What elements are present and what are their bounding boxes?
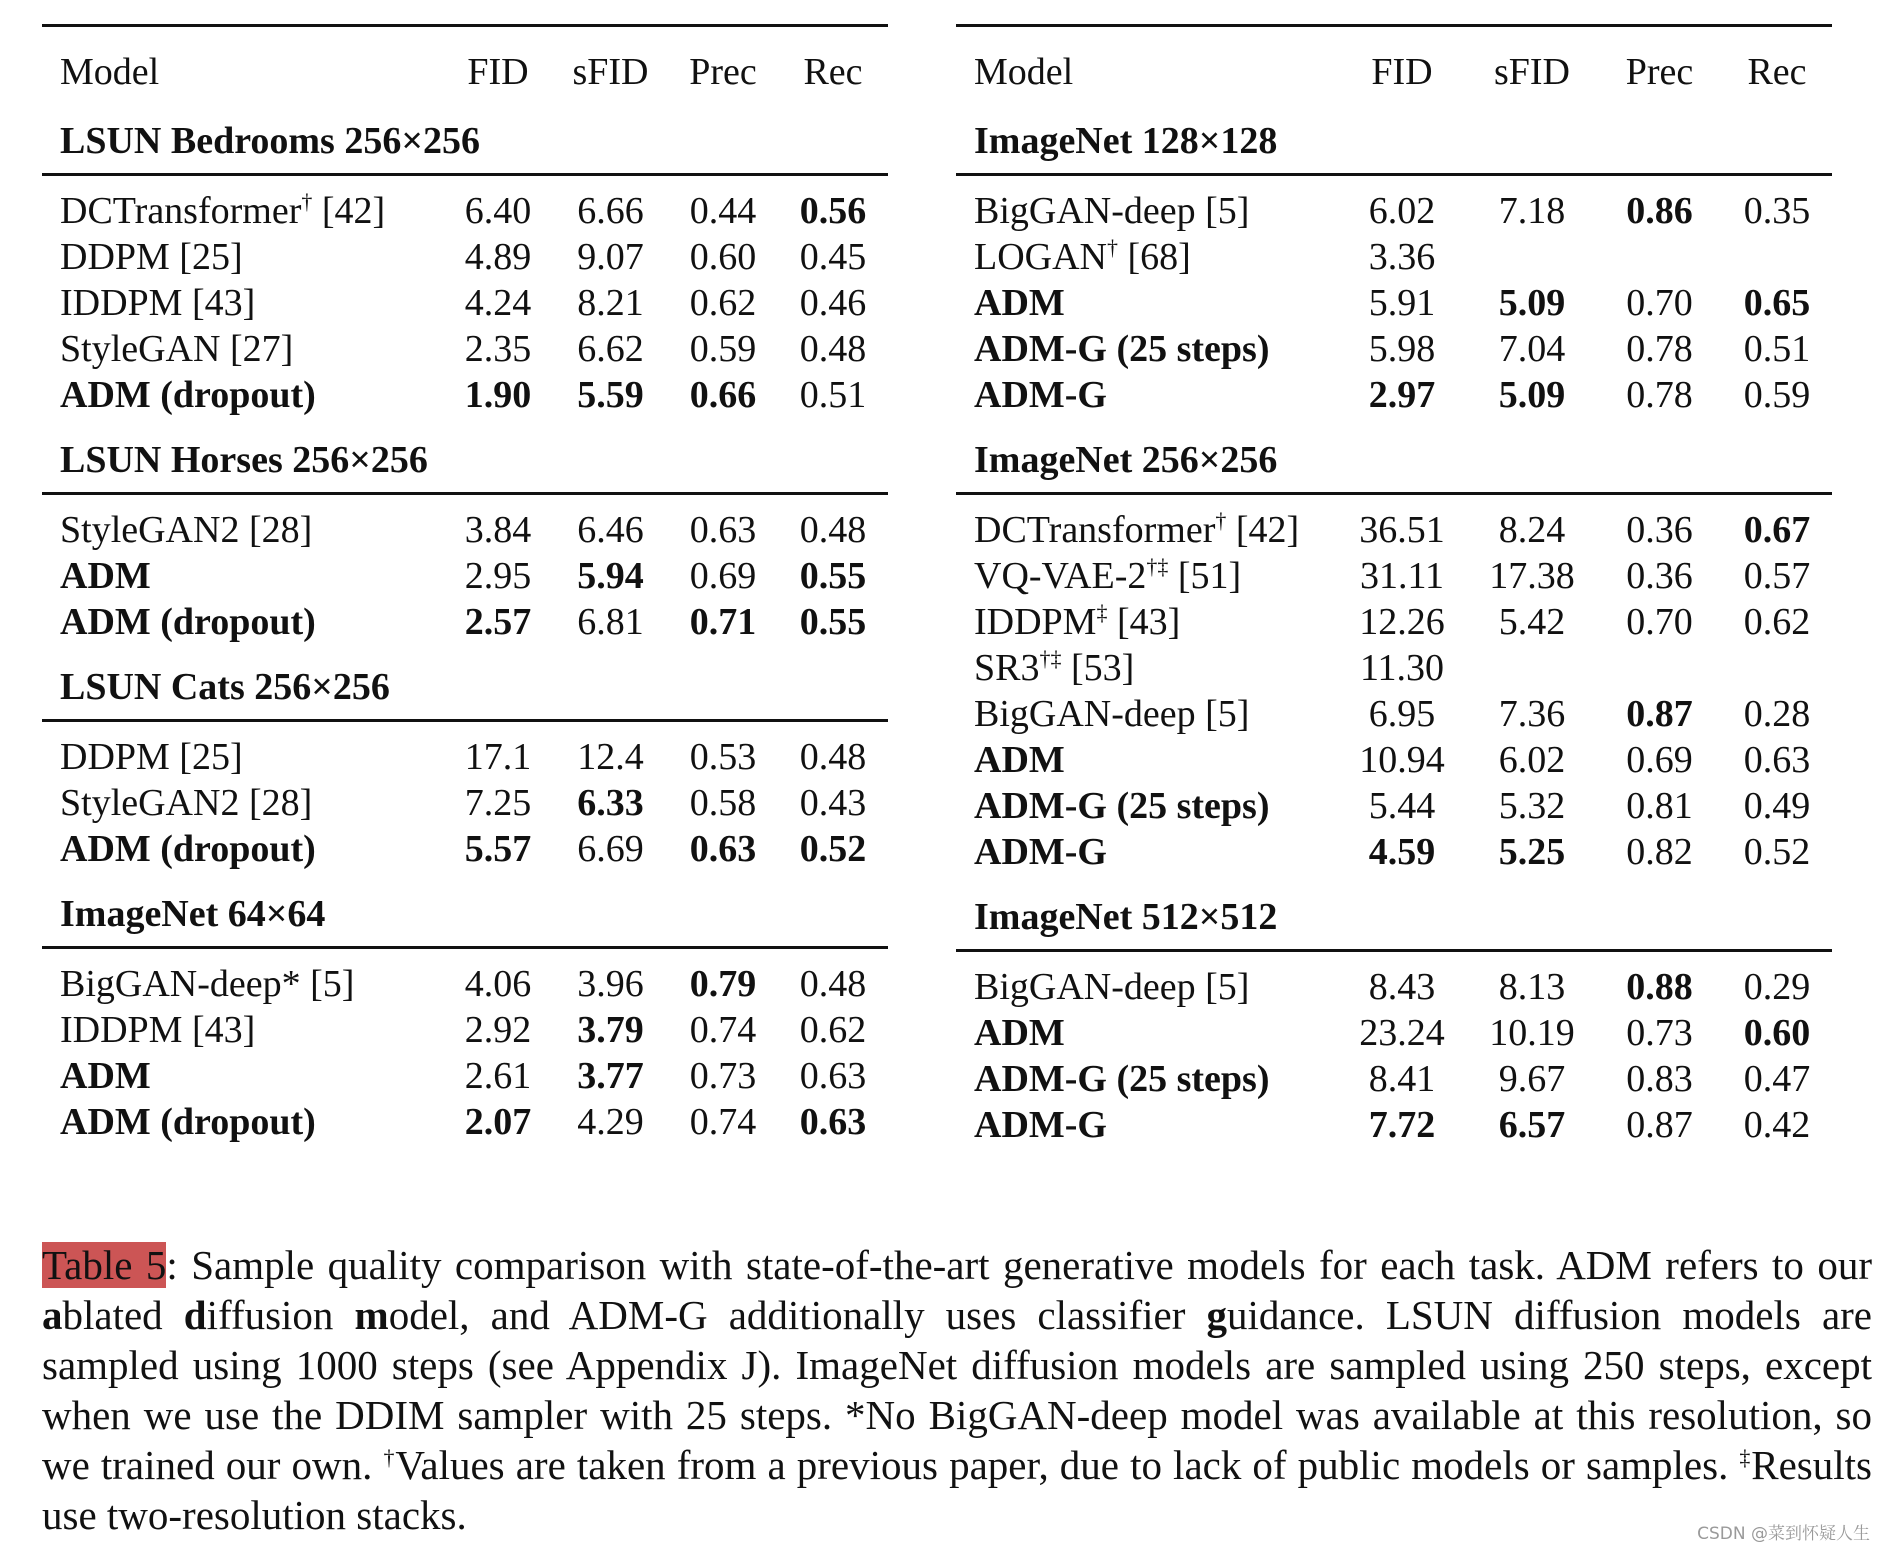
model-name: StyleGAN [27] (60, 328, 294, 370)
sfid-value: 9.67 (1498, 1058, 1566, 1100)
model-name-cell (956, 1106, 1337, 1144)
recall-value: 0.60 (1743, 1012, 1811, 1054)
footnote-marker: † (1215, 508, 1227, 533)
precision-value: 0.79 (689, 963, 757, 1005)
model-name-cell (42, 284, 443, 322)
model-name-cell (42, 603, 443, 641)
fid-value: 4.59 (1368, 831, 1436, 873)
model-name: ADM (974, 739, 1065, 781)
table-row (42, 780, 888, 826)
precision-value: 0.53 (689, 736, 757, 778)
fid-value: 6.40 (464, 190, 532, 232)
precision-value: 0.73 (1626, 1012, 1693, 1054)
fid-value: 3.36 (1368, 236, 1436, 278)
fid-value: 10.94 (1359, 739, 1445, 781)
table-row (956, 645, 1832, 691)
table-row (956, 1102, 1832, 1148)
model-name-cell (42, 830, 443, 868)
model-name: ADM (dropout) (60, 374, 316, 416)
caption-text: : Sample quality comparison with state-of-the-art generative models for each task. ADM refers to our (166, 1242, 1873, 1288)
model-name-cell (956, 192, 1337, 230)
footnote-marker: †‡ (1039, 646, 1062, 671)
precision-value: 0.71 (689, 601, 757, 643)
sfid-value: 6.33 (577, 782, 644, 824)
fid-value: 2.95 (464, 555, 532, 597)
precision-value: 0.88 (1626, 966, 1693, 1008)
recall-value: 0.35 (1743, 190, 1811, 232)
table-row (956, 964, 1832, 1010)
fid-value: 2.35 (464, 328, 532, 370)
fid-value: 2.61 (464, 1055, 532, 1097)
column-header: Rec (803, 51, 863, 93)
table-row (956, 737, 1832, 783)
precision-value: 0.59 (689, 328, 757, 370)
precision-value: 0.81 (1626, 785, 1693, 827)
model-name: DDPM [25] (60, 236, 243, 278)
column-header: Prec (1625, 51, 1694, 93)
precision-value: 0.63 (689, 509, 757, 551)
precision-value: 0.82 (1626, 831, 1693, 873)
fid-value: 1.90 (464, 374, 532, 416)
model-name: ADM (60, 1055, 151, 1097)
model-name-cell (42, 330, 443, 368)
recall-value: 0.56 (799, 190, 867, 232)
model-name-cell (956, 787, 1337, 825)
fid-value: 4.24 (464, 282, 532, 324)
fid-value: 5.57 (464, 828, 532, 870)
precision-value: 0.69 (689, 555, 757, 597)
sfid-value: 4.29 (577, 1101, 644, 1143)
model-name: BigGAN-deep* [5] (60, 963, 355, 1005)
column-header: sFID (572, 51, 649, 93)
sfid-value: 5.09 (1498, 282, 1566, 324)
table-row (42, 372, 888, 418)
precision-value: 0.70 (1626, 282, 1693, 324)
model-name-cell (42, 1011, 443, 1049)
caption-text: Values are taken from a previous paper, due to lack of public models or samples. (395, 1442, 1740, 1488)
sfid-value: 6.46 (577, 509, 644, 551)
model-name-cell (956, 600, 1337, 643)
fid-value: 8.41 (1368, 1058, 1436, 1100)
recall-value: 0.47 (1743, 1058, 1811, 1100)
section-title: ImageNet 256×256 (974, 439, 1278, 481)
table-section (42, 659, 888, 872)
model-name-cell (956, 330, 1337, 368)
sfid-value: 8.24 (1498, 509, 1566, 551)
model-name-cell (956, 1060, 1337, 1098)
sfid-value: 5.09 (1498, 374, 1566, 416)
precision-value: 0.63 (689, 828, 757, 870)
table-row (956, 372, 1832, 418)
recall-value: 0.52 (1743, 831, 1811, 873)
model-name: ADM-G (25 steps) (974, 1058, 1270, 1100)
sfid-value: 3.79 (577, 1009, 644, 1051)
table-section (956, 432, 1832, 875)
precision-value: 0.87 (1626, 1104, 1693, 1146)
table-row (42, 961, 888, 1007)
footnote-marker: †‡ (1146, 554, 1169, 579)
table-section (42, 113, 888, 418)
table-caption (42, 1240, 1872, 1540)
caption-text: odel, and ADM-G additionally uses classifier (388, 1292, 1207, 1338)
citation: [43] (1107, 601, 1181, 643)
recall-value: 0.63 (799, 1055, 867, 1097)
model-name: ADM (60, 555, 151, 597)
model-name-cell (956, 284, 1337, 322)
precision-value: 0.58 (689, 782, 757, 824)
section-title: LSUN Cats 256×256 (60, 666, 390, 708)
fid-value: 36.51 (1359, 509, 1445, 551)
model-name-cell (42, 1057, 443, 1095)
recall-value: 0.59 (1743, 374, 1811, 416)
table-row (956, 829, 1832, 875)
table-row (956, 280, 1832, 326)
table-row (42, 1007, 888, 1053)
column-header: Rec (1747, 51, 1807, 93)
recall-value: 0.55 (799, 601, 867, 643)
precision-value: 0.62 (689, 282, 757, 324)
section-rule (956, 949, 1832, 952)
fid-value: 6.02 (1368, 190, 1436, 232)
section-title: ImageNet 64×64 (60, 893, 326, 935)
recall-value: 0.48 (799, 509, 867, 551)
left-table (42, 24, 888, 1145)
model-name-cell (956, 376, 1337, 414)
citation: [68] (1117, 236, 1191, 278)
recall-value: 0.62 (799, 1009, 867, 1051)
recall-value: 0.52 (799, 828, 867, 870)
sfid-value: 10.19 (1489, 1012, 1575, 1054)
section-title: LSUN Horses 256×256 (60, 439, 428, 481)
watermark: CSDN @菜到怀疑人生 (1697, 1524, 1870, 1544)
model-name: ADM-G (974, 1104, 1107, 1146)
recall-value: 0.55 (799, 555, 867, 597)
citation: [42] (312, 190, 386, 232)
footnote-marker: ‡ (1096, 600, 1108, 625)
footnote-marker: ‡ (1739, 1445, 1752, 1470)
citation: [53] (1061, 647, 1135, 689)
table-row (956, 1010, 1832, 1056)
section-title: ImageNet 128×128 (974, 120, 1278, 162)
fid-value: 11.30 (1359, 647, 1445, 689)
fid-value: 31.11 (1359, 555, 1445, 597)
recall-value: 0.51 (799, 374, 867, 416)
precision-value: 0.83 (1626, 1058, 1693, 1100)
table-section (956, 113, 1832, 418)
section-rule (42, 492, 888, 495)
model-name-cell (956, 833, 1337, 871)
recall-value: 0.49 (1743, 785, 1811, 827)
model-name: BigGAN-deep [5] (974, 966, 1250, 1008)
precision-value: 0.44 (689, 190, 757, 232)
table-label: Table 5 (42, 1242, 167, 1288)
model-name: IDDPM [43] (60, 1009, 256, 1051)
section-rule (42, 173, 888, 176)
caption-text: Results use two-resolution stacks. (42, 1442, 1873, 1538)
caption-text: a (42, 1292, 63, 1338)
column-header: FID (467, 51, 529, 93)
recall-value: 0.42 (1743, 1104, 1811, 1146)
fid-value: 4.06 (464, 963, 532, 1005)
precision-value: 0.73 (689, 1055, 757, 1097)
table-row (42, 734, 888, 780)
model-name-cell (42, 189, 443, 232)
table-row (42, 188, 888, 234)
sfid-value: 7.04 (1498, 328, 1566, 370)
footnote-marker: † (383, 1445, 396, 1470)
caption-text: uidance. LSUN diffusion models are sampled using 1000 steps (see Appendix J). ImageNet diffusion models are sampled using 250 steps, except when we use the DDIM sampler with 25 steps. *No BigGAN-deep model was available at this resolution, so we trained our own. (42, 1292, 1872, 1488)
table-row (956, 691, 1832, 737)
sfid-value: 6.66 (577, 190, 644, 232)
fid-value: 23.24 (1359, 1012, 1445, 1054)
model-name: BigGAN-deep [5] (974, 693, 1250, 735)
table-row (956, 326, 1832, 372)
table-header-row (42, 27, 888, 99)
table-row (42, 326, 888, 372)
recall-value: 0.57 (1743, 555, 1811, 597)
right-table (956, 24, 1832, 1148)
fid-value: 2.92 (464, 1009, 532, 1051)
recall-value: 0.65 (1743, 282, 1811, 324)
fid-value: 5.44 (1368, 785, 1436, 827)
table-section (42, 432, 888, 645)
model-name-cell (956, 968, 1337, 1006)
model-name-cell (956, 508, 1337, 551)
fid-value: 17.1 (464, 736, 532, 778)
model-name-cell (42, 238, 443, 276)
table-row (956, 188, 1832, 234)
caption-text: m (354, 1292, 389, 1338)
recall-value: 0.48 (799, 963, 867, 1005)
fid-value: 12.26 (1359, 601, 1445, 643)
model-name: SR3 (974, 647, 1040, 689)
model-name-cell (42, 557, 443, 595)
model-name: IDDPM [43] (60, 282, 256, 324)
citation: [51] (1168, 555, 1242, 597)
recall-value: 0.67 (1743, 509, 1811, 551)
model-name-cell (956, 695, 1337, 733)
model-name: ADM (dropout) (60, 1101, 316, 1143)
table-row (42, 280, 888, 326)
fid-value: 5.91 (1368, 282, 1436, 324)
model-name: ADM-G (25 steps) (974, 785, 1270, 827)
sfid-value: 5.42 (1498, 601, 1566, 643)
model-name: StyleGAN2 [28] (60, 509, 313, 551)
fid-value: 4.89 (464, 236, 532, 278)
sfid-value: 6.02 (1498, 739, 1566, 781)
section-rule (956, 173, 1832, 176)
recall-value: 0.63 (799, 1101, 867, 1143)
sfid-value: 6.69 (577, 828, 644, 870)
fid-value: 3.84 (464, 509, 532, 551)
model-name: IDDPM (974, 601, 1097, 643)
caption-text: blated (62, 1292, 184, 1338)
column-header: Model (60, 51, 160, 93)
recall-value: 0.48 (799, 328, 867, 370)
sfid-value: 5.25 (1498, 831, 1566, 873)
caption-text: iffusion (206, 1292, 355, 1338)
model-name: ADM (dropout) (60, 601, 316, 643)
sfid-value: 12.4 (577, 736, 644, 778)
sfid-value: 6.62 (577, 328, 644, 370)
sfid-value: 6.81 (577, 601, 644, 643)
model-name: DCTransformer (974, 509, 1216, 551)
table-row (42, 599, 888, 645)
column-header: Model (974, 51, 1074, 93)
model-name-cell (42, 511, 443, 549)
caption-text: d (183, 1292, 207, 1338)
model-name: ADM-G (974, 831, 1107, 873)
fid-value: 5.98 (1368, 328, 1436, 370)
model-name-cell (42, 376, 443, 414)
recall-value: 0.63 (1743, 739, 1811, 781)
precision-value: 0.66 (689, 374, 757, 416)
precision-value: 0.69 (1626, 739, 1693, 781)
precision-value: 0.36 (1626, 555, 1693, 597)
table-row (42, 234, 888, 280)
section-rule (956, 492, 1832, 495)
precision-value: 0.36 (1626, 509, 1693, 551)
recall-value: 0.51 (1743, 328, 1811, 370)
table-section (956, 889, 1832, 1148)
fid-value: 2.57 (464, 601, 532, 643)
sfid-value: 17.38 (1489, 555, 1575, 597)
model-name: ADM (dropout) (60, 828, 316, 870)
model-name-cell (42, 784, 443, 822)
model-name-cell (956, 235, 1337, 278)
model-name-cell (956, 646, 1337, 689)
model-name: StyleGAN2 [28] (60, 782, 313, 824)
recall-value: 0.62 (1743, 601, 1811, 643)
table-row (956, 553, 1832, 599)
precision-value: 0.87 (1626, 693, 1693, 735)
fid-value: 8.43 (1368, 966, 1436, 1008)
model-name: DCTransformer (60, 190, 302, 232)
fid-value: 2.07 (464, 1101, 532, 1143)
model-name-cell (956, 741, 1337, 779)
model-name-cell (42, 1103, 443, 1141)
section-title: LSUN Bedrooms 256×256 (60, 120, 480, 162)
footnote-marker: † (1106, 235, 1118, 260)
fid-value: 7.72 (1368, 1104, 1436, 1146)
precision-value: 0.86 (1626, 190, 1693, 232)
table-section (42, 886, 888, 1145)
sfid-value: 7.18 (1498, 190, 1566, 232)
caption-text: g (1206, 1292, 1227, 1338)
precision-value: 0.60 (689, 236, 757, 278)
model-name: DDPM [25] (60, 736, 243, 778)
recall-value: 0.43 (799, 782, 867, 824)
section-rule (42, 946, 888, 949)
recall-value: 0.29 (1743, 966, 1811, 1008)
precision-value: 0.74 (689, 1101, 757, 1143)
sfid-value: 7.36 (1498, 693, 1566, 735)
precision-value: 0.74 (689, 1009, 757, 1051)
table-row (956, 783, 1832, 829)
recall-value: 0.28 (1743, 693, 1811, 735)
model-name: ADM (974, 1012, 1065, 1054)
recall-value: 0.48 (799, 736, 867, 778)
sfid-value: 8.13 (1498, 966, 1566, 1008)
fid-value: 6.95 (1368, 693, 1436, 735)
sfid-value: 5.59 (577, 374, 644, 416)
model-name: VQ-VAE-2 (974, 555, 1147, 597)
recall-value: 0.45 (799, 236, 867, 278)
model-name: LOGAN (974, 236, 1107, 278)
column-header: Prec (689, 51, 757, 93)
model-name-cell (42, 965, 443, 1003)
model-name: BigGAN-deep [5] (974, 190, 1250, 232)
table-row (42, 1099, 888, 1145)
column-header: FID (1371, 51, 1433, 93)
table-row (956, 599, 1832, 645)
table-row (42, 1053, 888, 1099)
table-row (956, 1056, 1832, 1102)
precision-value: 0.78 (1626, 374, 1693, 416)
table-row (956, 507, 1832, 553)
column-header: sFID (1493, 51, 1571, 93)
sfid-value: 8.21 (577, 282, 644, 324)
recall-value: 0.46 (799, 282, 867, 324)
fid-value: 7.25 (464, 782, 532, 824)
table-row (42, 507, 888, 553)
precision-value: 0.70 (1626, 601, 1693, 643)
table-header-row (956, 27, 1832, 99)
sfid-value: 6.57 (1498, 1104, 1566, 1146)
sfid-value: 9.07 (577, 236, 644, 278)
model-name-cell (42, 738, 443, 776)
table-row (42, 553, 888, 599)
model-name-cell (956, 1014, 1337, 1052)
model-name-cell (956, 554, 1337, 597)
citation: [42] (1226, 509, 1300, 551)
fid-value: 2.97 (1368, 374, 1436, 416)
table-row (956, 234, 1832, 280)
sfid-value: 3.96 (577, 963, 644, 1005)
footnote-marker: † (301, 189, 313, 214)
sfid-value: 5.94 (577, 555, 644, 597)
table-row (42, 826, 888, 872)
model-name: ADM-G (974, 374, 1107, 416)
model-name: ADM (974, 282, 1065, 324)
precision-value: 0.78 (1626, 328, 1693, 370)
section-title: ImageNet 512×512 (974, 896, 1278, 938)
sfid-value: 3.77 (577, 1055, 644, 1097)
sfid-value: 5.32 (1498, 785, 1566, 827)
model-name: ADM-G (25 steps) (974, 328, 1270, 370)
section-rule (42, 719, 888, 722)
